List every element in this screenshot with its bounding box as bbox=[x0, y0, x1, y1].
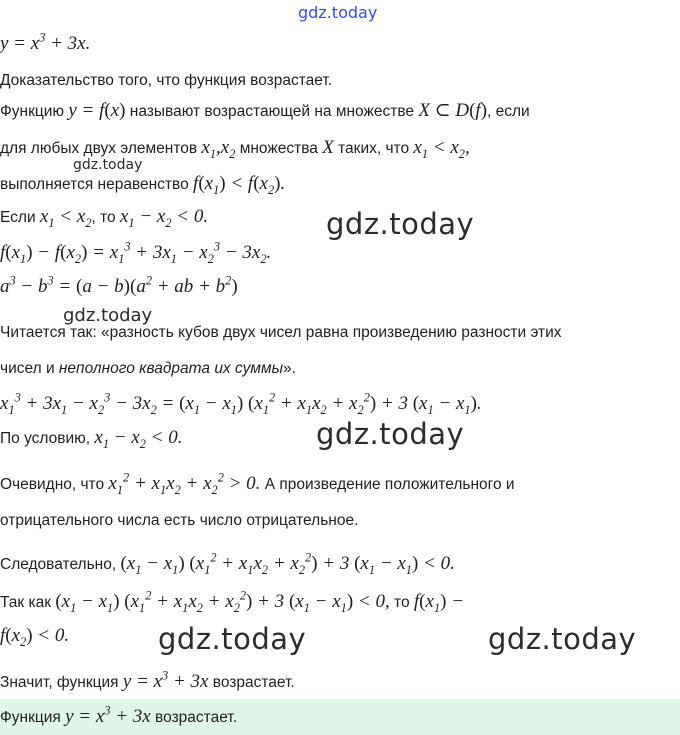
answer-box bbox=[0, 699, 680, 735]
watermark-big-4: gdz.today bbox=[488, 622, 637, 656]
answer-text: Функция $y = x^3 + 3x$ возрастает. bbox=[0, 703, 237, 727]
cube-difference-formula: $a^3 - b^3 = (a - b)(a^2$ + ab + $b^2$) bbox=[0, 273, 238, 297]
difference-formula: $f(x_1) - f(x_2) = x_1^3 + 3x_1 - x_2^3 - 3x_2$. bbox=[0, 239, 272, 266]
watermark-small-1: gdz.today bbox=[73, 157, 143, 173]
conclusion-line: Значит, функция $y = x^3 + 3x$ возрастает. bbox=[0, 668, 295, 692]
since-line-1: Так как $(x_1 - x_1) (x_1^2 + x_1x_2 + x_2^2) + 3$ $(x_1 - x_1) < 0$, то $f(x_1)$ − bbox=[0, 588, 465, 615]
watermark-top: gdz.today bbox=[298, 3, 378, 22]
hence-line: Следовательно, $(x_1 - x_1) (x_1^2 + x_1x_2 + x_2^2) + 3$ $(x_1 - x_1) < 0$. bbox=[0, 550, 455, 577]
condition-if: Если $x_1 < x_2$, то $x_1 - x_2 < 0$. bbox=[0, 206, 209, 230]
definition-line-1: Функцию y = f(x) называют возрастающей на множестве X ⊂ D(f), если bbox=[0, 100, 530, 121]
function-formula: $y = x^3 + 3x$. bbox=[0, 30, 91, 54]
by-condition: По условию, $x_1 - x_2 < 0$. bbox=[0, 427, 183, 451]
reading-line-2: чисел и неполного квадрата их суммы». bbox=[0, 360, 296, 377]
watermark-big-1: gdz.today bbox=[326, 207, 475, 241]
definition-line-3: выполняется неравенство $f(x_1) < f(x_2)$. bbox=[0, 173, 286, 197]
expansion-formula: $x_1^3 + 3x_1 - x_2^3 - 3x_2 = (x_1 - x_1) (x_1^2 + x_1x_2 + x_2^2) + 3$ $(x_1 - x_1)$. bbox=[0, 390, 482, 417]
obvious-line-1: Очевидно, что $x_1^2 + x_1x_2 + x_2^2 > 0$. А произведение положительного и bbox=[0, 470, 515, 497]
watermark-small-2: gdz.today bbox=[63, 305, 153, 326]
proof-heading: Доказательство того, что функция возрастает. bbox=[0, 72, 333, 89]
watermark-big-3: gdz.today bbox=[158, 622, 307, 656]
reading-line-1: Читается так: «разность кубов двух чисел равна произведению разности этих bbox=[0, 324, 562, 341]
definition-line-2: для любых двух элементов $x_1,x_2$ множества X таких, что $x_1 < x_2$, bbox=[0, 137, 470, 161]
since-line-2: $f(x_2) < 0$. bbox=[0, 625, 70, 649]
obvious-line-2: отрицательного числа есть число отрицательное. bbox=[0, 512, 359, 529]
watermark-big-2: gdz.today bbox=[316, 417, 465, 451]
